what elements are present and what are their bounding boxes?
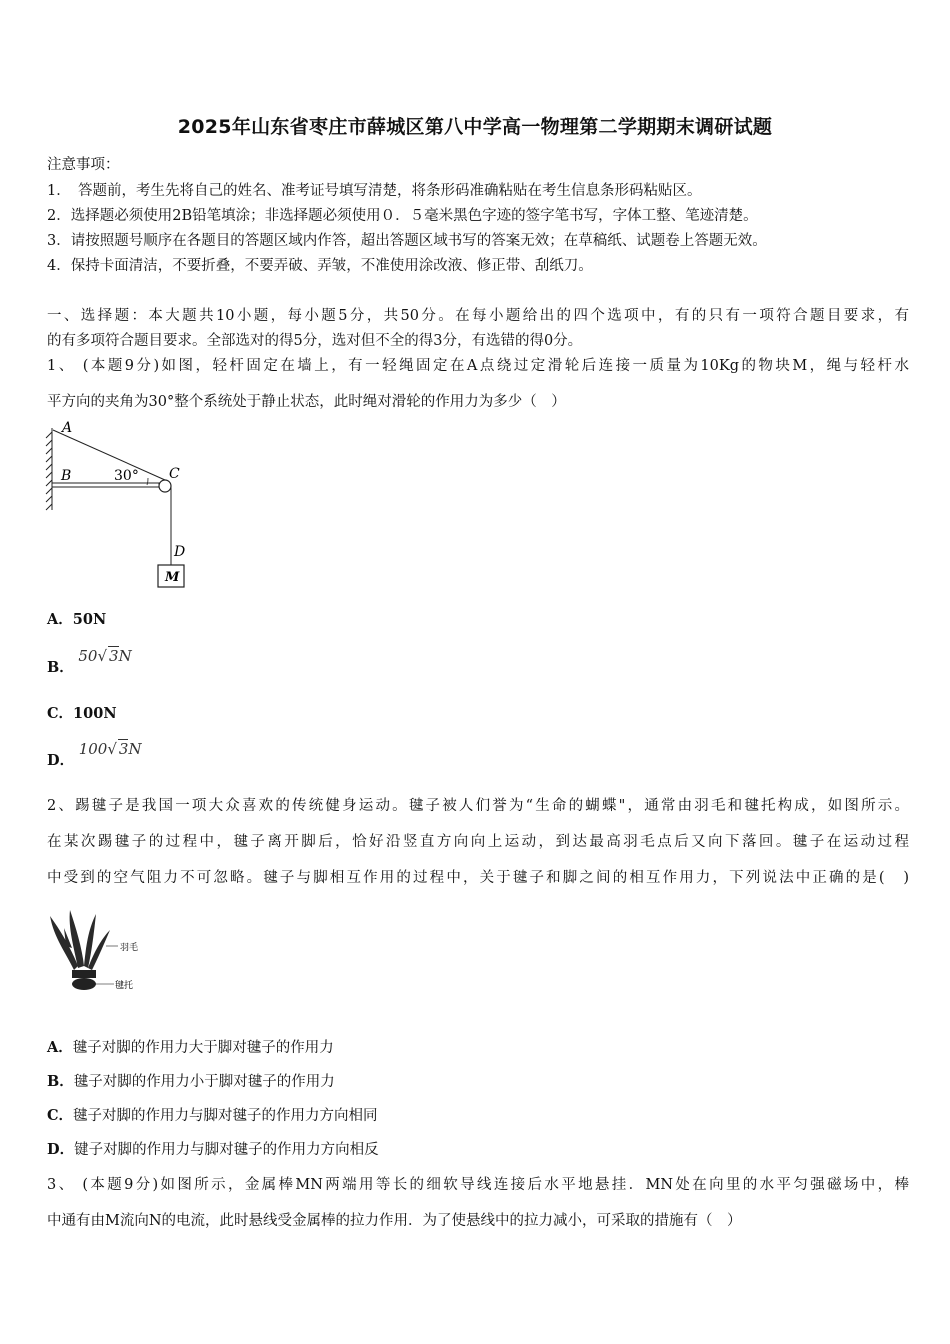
q2-option-c[interactable]: C．毽子对脚的作用力与脚对毽子的作用力方向相同 [47, 1107, 378, 1124]
notice-item: 4．保持卡面清洁，不要折叠，不要弄破、弄皱，不准使用涂改液、修正带、刮纸刀。 [47, 258, 593, 274]
page-title: 2025年山东省枣庄市薛城区第八中学高一物理第二学期期末调研试题 [177, 116, 773, 138]
question-2-text-cont: 在某次踢毽子的过程中，毽子离开脚后，恰好沿竖直方向向上运动，到达最高羽毛点后又向下落回。毽子在运动过程 [47, 834, 909, 850]
q2-option-a[interactable]: A．毽子对脚的作用力大于脚对毽子的作用力 [47, 1039, 334, 1056]
question-3-text: 3、 (本题9分)如图所示，金属棒MN两端用等长的细软导线连接后水平地悬挂．MN处在向里的水平匀强磁场中，棒 [47, 1177, 909, 1193]
notice-item: 3．请按照题号顺序在各题目的答题区域内作答，超出答题区域书写的答案无效；在草稿纸、试题卷上答题无效。 [47, 233, 767, 249]
base-icon [72, 970, 96, 978]
q1-option-d[interactable]: D． 100√ 3N [47, 740, 142, 769]
question-1-text: 1、 (本题9分)如图，轻杆固定在墙上，有一轻绳固定在A点绕过定滑轮后连接一质量为10Kg的物块M，绳与轻杆水 [47, 358, 909, 374]
wall-hatching [46, 428, 52, 510]
question-3-text-cont: 中通有由M流向N的电流，此时悬线受金属棒的拉力作用．为了使悬线中的拉力减小，可采取的措施有（ ） [47, 1213, 742, 1229]
section-instructions: 一、选择题：本大题共10小题，每小题5分，共50分。在每小题给出的四个选项中，有的只有一项符合题目要求，有 [47, 308, 909, 324]
q1-option-c[interactable]: C．100N [47, 705, 117, 722]
section-instructions-cont: 的有多项符合题目要求。全部选对的得5分，选对但不全的得3分，有选错的得0分。 [47, 333, 583, 349]
question-1-text-cont: 平方向的夹角为30°整个系统处于静止状态，此时绳对滑轮的作用力为多少（ ） [47, 394, 566, 410]
label-angle: 30° [114, 468, 139, 484]
q1-option-b[interactable]: B． 50√ 3N [47, 647, 132, 676]
label-c: C [169, 466, 180, 482]
q2-option-b[interactable]: B．毽子对脚的作用力小于脚对毽子的作用力 [47, 1073, 335, 1090]
q2-option-d[interactable]: D．键子对脚的作用力与脚对毽子的作用力方向相反 [47, 1141, 379, 1158]
label-base: 毽托 [115, 981, 134, 991]
label-feather: 羽毛 [120, 943, 139, 953]
label-m: M [165, 570, 180, 585]
formula-100-sqrt3-n: 100√ 3N [78, 740, 142, 758]
q1-option-a[interactable]: A．50N [47, 611, 107, 628]
notice-item: 2．选择题必须使用2B铅笔填涂；非选择题必须使用０．５毫米黑色字迹的签字笔书写，字体工整、笔迹清楚。 [47, 208, 758, 224]
notice-heading: 注意事项： [47, 157, 120, 173]
feather-icon [50, 910, 110, 970]
label-b: B [61, 468, 72, 484]
notice-item: 1． 答题前，考生先将自己的姓名、准考证号填写清楚，将条形码准确粘贴在考生信息条形码粘贴区。 [47, 183, 702, 199]
label-d: D [174, 544, 186, 560]
formula-50-sqrt3-n: 50√ 3N [78, 647, 132, 665]
label-a: A [62, 420, 73, 436]
question-2-text-cont: 中受到的空气阻力不可忽略。毽子与脚相互作用的过程中，关于毽子和脚之间的相互作用力，下列说法中正确的是( ) [47, 870, 909, 886]
shuttlecock-figure [44, 908, 154, 998]
question-2-text: 2、踢毽子是我国一项大众喜欢的传统健身运动。毽子被人们誉为“生命的蝴蝶"，通常由羽毛和毽托构成，如图所示。 [47, 798, 909, 814]
pulley-diagram [44, 420, 204, 592]
